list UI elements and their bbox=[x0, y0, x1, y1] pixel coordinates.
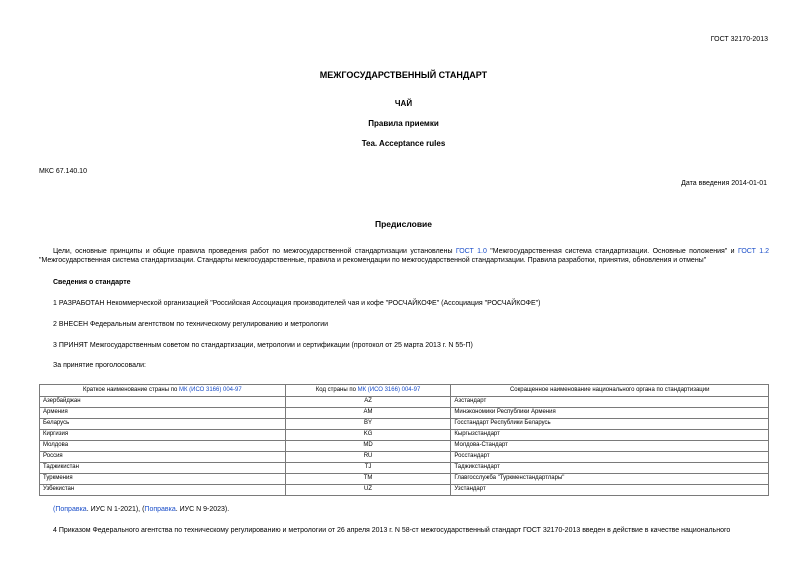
table-row bbox=[40, 463, 769, 474]
code-cell: BY bbox=[285, 419, 451, 430]
amendment-link-2[interactable]: Поправка bbox=[144, 506, 176, 513]
table-row bbox=[40, 474, 769, 485]
preface-paragraph bbox=[39, 248, 769, 266]
code-cell: KG bbox=[285, 430, 451, 441]
introduction-date: Дата введения 2014-01-01 bbox=[681, 180, 767, 187]
table-row bbox=[40, 408, 769, 419]
body-cell: Госстандарт Республики Беларусь bbox=[451, 419, 769, 430]
table-row bbox=[40, 452, 769, 463]
voting-countries-table bbox=[39, 384, 769, 496]
body-cell: Минэкономики Республики Армения bbox=[451, 408, 769, 419]
country-cell: Молдова bbox=[40, 441, 286, 452]
amendment-text-2: . ИУС N 9-2023). bbox=[175, 506, 230, 513]
table-row bbox=[40, 397, 769, 408]
gost-1-0-link[interactable]: ГОСТ 1.0 bbox=[455, 248, 487, 255]
table-row bbox=[40, 485, 769, 496]
table-row bbox=[40, 430, 769, 441]
mks-code: МКС 67.140.10 bbox=[39, 168, 87, 175]
code-cell: AZ bbox=[285, 397, 451, 408]
amendment-link-1[interactable]: Поправка bbox=[55, 506, 87, 513]
header-national-body: Сокращенное наименование национального органа по стандартизации bbox=[451, 385, 769, 397]
preface-text-a: Цели, основные принципы и общие правила проведения работ по межгосударственной стандартизации установлены bbox=[53, 248, 456, 255]
amendments-note bbox=[53, 506, 229, 515]
amendment-text-1: . ИУС N 1-2021), ( bbox=[86, 506, 145, 513]
mk-iso-3166-link[interactable]: МК (ИСО 3166) 004-97 bbox=[357, 386, 421, 393]
body-cell: Главгосслужба "Туркменстандартлары" bbox=[451, 474, 769, 485]
country-cell: Туркмения bbox=[40, 474, 286, 485]
mk-iso-3166-link[interactable]: МК (ИСО 3166) 004-97 bbox=[178, 386, 242, 393]
item-enacted-by-order: 4 Приказом Федерального агентства по техническому регулированию и метрологии от 26 апреля 2013 г. N 58-ст межгосударственный стандарт ГОСТ 32170-2013 введен в действие в качестве национального bbox=[53, 527, 731, 534]
preface-text-b: "Межгосударственная система стандартизации. Основные положения" и bbox=[486, 248, 738, 255]
standard-type-title: МЕЖГОСУДАРСТВЕННЫЙ СТАНДАРТ bbox=[319, 70, 488, 80]
item-introduced-by: 2 ВНЕСЕН Федеральным агентством по техническому регулированию и метрологии bbox=[53, 321, 329, 328]
body-cell: Азстандарт bbox=[451, 397, 769, 408]
voted-label: За принятие проголосовали: bbox=[53, 362, 146, 369]
code-cell: TM bbox=[285, 474, 451, 485]
gost-1-2-link[interactable]: ГОСТ 1.2 bbox=[737, 248, 769, 255]
standard-subject-title: ЧАЙ bbox=[394, 99, 413, 108]
table-header-row bbox=[40, 385, 769, 397]
country-cell: Армения bbox=[40, 408, 286, 419]
code-cell: TJ bbox=[285, 463, 451, 474]
code-cell: MD bbox=[285, 441, 451, 452]
standard-title-ru: Правила приемки bbox=[368, 119, 439, 128]
header-country-name bbox=[40, 385, 286, 397]
header-country-name-text: Краткое наименование страны по bbox=[82, 386, 179, 393]
table-row bbox=[40, 441, 769, 452]
header-country-code bbox=[285, 385, 451, 397]
about-standard-heading: Сведения о стандарте bbox=[53, 279, 131, 286]
country-cell: Киргизия bbox=[40, 430, 286, 441]
body-cell: Росстандарт bbox=[451, 452, 769, 463]
body-cell: Узстандарт bbox=[451, 485, 769, 496]
item-developed-by: 1 РАЗРАБОТАН Некоммерческой организацией "Российская Ассоциация производителей чая и кофе "РОСЧАЙКОФЕ" (Ассоциация "РОСЧАЙКОФЕ") bbox=[53, 300, 541, 307]
body-cell: Молдова-Стандарт bbox=[451, 441, 769, 452]
country-cell: Таджикистан bbox=[40, 463, 286, 474]
country-cell: Россия bbox=[40, 452, 286, 463]
country-cell: Азербайджан bbox=[40, 397, 286, 408]
code-cell: UZ bbox=[285, 485, 451, 496]
document-number: ГОСТ 32170-2013 bbox=[710, 36, 768, 43]
country-cell: Беларусь bbox=[40, 419, 286, 430]
body-cell: Кыргызстандарт bbox=[451, 430, 769, 441]
body-cell: Таджикстандарт bbox=[451, 463, 769, 474]
standard-title-en: Tea. Acceptance rules bbox=[361, 139, 446, 148]
country-cell: Узбекистан bbox=[40, 485, 286, 496]
code-cell: AM bbox=[285, 408, 451, 419]
amendment-open-paren: ( bbox=[53, 506, 56, 513]
item-adopted-by: 3 ПРИНЯТ Межгосударственным советом по стандартизации, метрологии и сертификации (протокол от 25 марта 2013 г. N 55-П) bbox=[53, 342, 473, 349]
code-cell: RU bbox=[285, 452, 451, 463]
preface-heading: Предисловие bbox=[374, 219, 433, 229]
header-country-code-text: Код страны по bbox=[315, 386, 358, 393]
table-row bbox=[40, 419, 769, 430]
preface-text-c: "Межгосударственная система стандартизации. Стандарты межгосударственные, правила и рекомендации по межгосударственной стандартизации. Правила разработки, принятия, обновления и отмены" bbox=[39, 256, 707, 264]
